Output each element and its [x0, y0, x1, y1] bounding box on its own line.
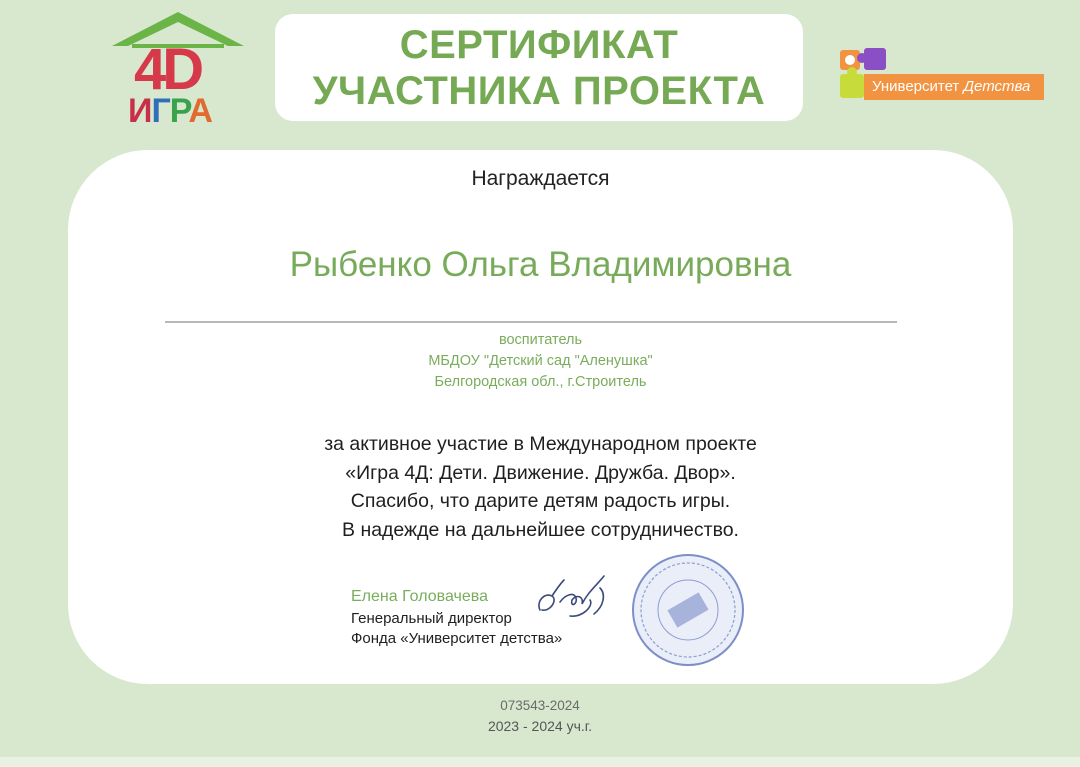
- certificate-title-card: [275, 14, 803, 121]
- award-message: [68, 430, 1013, 544]
- igra-4d-logo: [112, 10, 244, 130]
- awarded-label: Награждается: [471, 167, 610, 190]
- logo-igra-word: ИГРА: [128, 92, 212, 130]
- signatory-org: Фонда «Университет детства»: [351, 630, 563, 647]
- signature-icon: [530, 566, 620, 626]
- logo-4d-digits: 4D: [134, 37, 201, 102]
- recipient-location: Белгородская обл., г.Строитель: [434, 374, 647, 390]
- certificate-title-line1: СЕРТИФИКАТ: [399, 22, 679, 67]
- university-of-childhood-logo: [838, 46, 1048, 102]
- official-stamp-icon: [630, 552, 746, 668]
- recipient-details: [68, 330, 1013, 393]
- recipient-organization: МБДОУ "Детский сад "Аленушка": [428, 353, 653, 369]
- recipient-position: воспитатель: [498, 332, 583, 348]
- certificate-number: 073543-2024: [500, 698, 580, 713]
- certificate-body: [68, 150, 1013, 684]
- message-line: Спасибо, что дарите детям радость игры.: [350, 490, 731, 512]
- signatory-name: Елена Головачева: [351, 588, 488, 605]
- academic-year: 2023 - 2024 уч.г.: [487, 718, 593, 734]
- bottom-strip: [0, 757, 1080, 767]
- name-divider: [165, 321, 897, 323]
- message-line: «Игра 4Д: Дети. Движение. Дружба. Двор».: [345, 461, 736, 484]
- recipient-name: Рыбенко Ольга Владимировна: [289, 245, 792, 284]
- university-logo-text: Университет Детства: [864, 74, 1044, 100]
- message-line: за активное участие в Международном проекте: [324, 433, 757, 455]
- certificate-title-line2: УЧАСТНИКА ПРОЕКТА: [312, 68, 766, 113]
- message-line: В надежде на дальнейшее сотрудничество.: [342, 518, 739, 541]
- signatory-title: Генеральный директор: [351, 610, 512, 627]
